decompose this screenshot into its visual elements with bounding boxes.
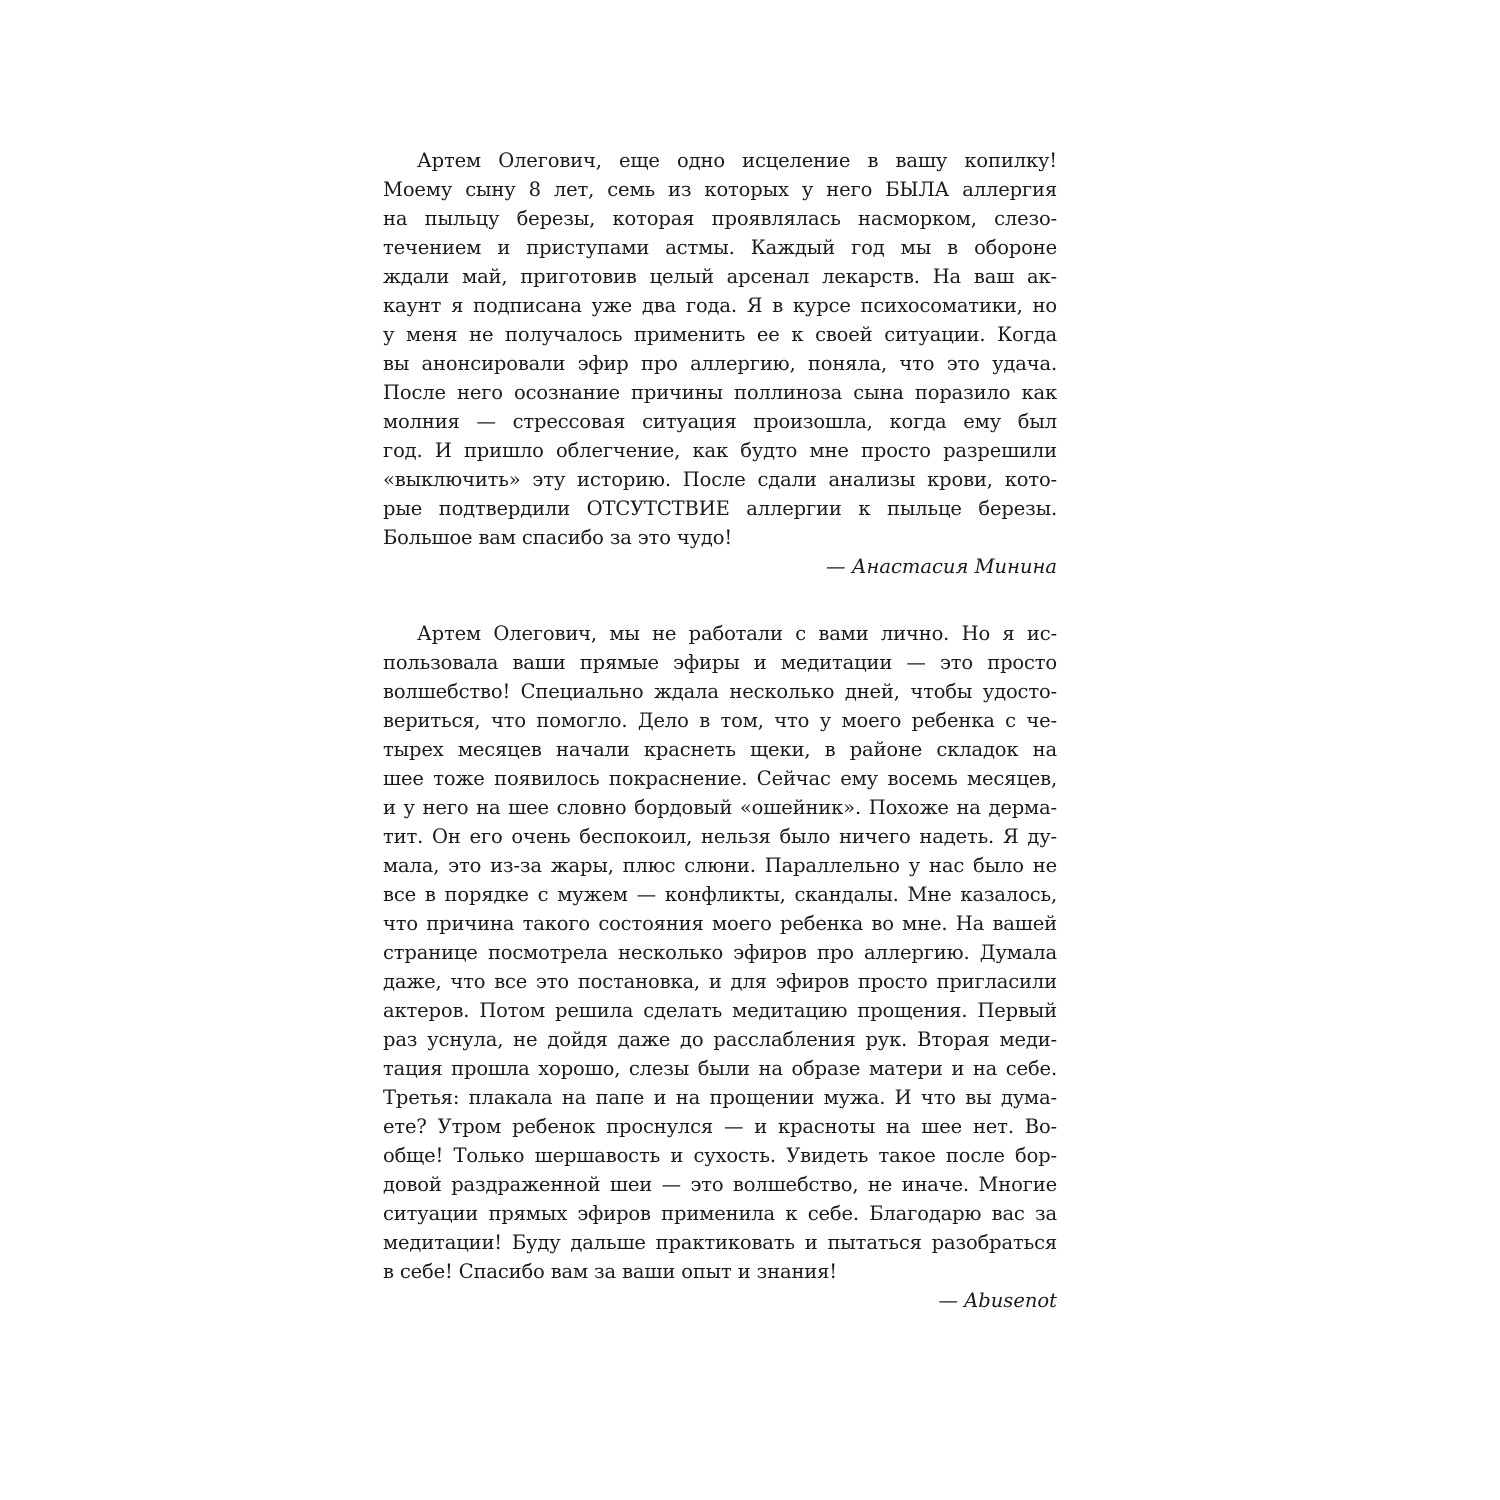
testimonial <box>383 619 1057 1315</box>
text-line: вериться, что помогло. Дело в том, что у моего ребенка с че- <box>383 709 1057 732</box>
text-line: Третья: плакала на папе и на прощении мужа. И что вы дума- <box>383 1086 1057 1109</box>
text-line: в себе! Спасибо вам за ваши опыт и знания! <box>383 1260 837 1283</box>
testimonial-separator <box>383 581 1057 619</box>
text-line: год. И пришло облегчение, как будто мне просто разрешили <box>383 439 1057 462</box>
text-line: довой раздраженной шеи — это волшебство, не иначе. Многие <box>383 1173 1057 1196</box>
text-line: тит. Он его очень беспокоил, нельзя было ничего надеть. Я ду- <box>383 825 1057 848</box>
text-line: у меня не получалось применить ее к своей ситуации. Когда <box>383 323 1057 346</box>
text-line: каунт я подписана уже два года. Я в курсе психосоматики, но <box>383 294 1057 317</box>
testimonial-signature: — Анастасия Минина <box>826 555 1057 578</box>
text-line: медитации! Буду дальше практиковать и пытаться разобраться <box>383 1231 1057 1254</box>
text-line: странице посмотрела несколько эфиров про аллергию. Думала <box>383 941 1057 964</box>
text-line: даже, что все это постановка, и для эфиров просто пригласили <box>383 970 1057 993</box>
text-line: ситуации прямых эфиров применила к себе. Благодарю вас за <box>383 1202 1057 1225</box>
text-line: Артем Олегович, еще одно исцеление в вашу копилку! <box>417 149 1057 172</box>
testimonial-signature: — Abusenot <box>938 1289 1057 1312</box>
text-line: тация прошла хорошо, слезы были на образе матери и на себе. <box>383 1057 1057 1080</box>
text-line: Артем Олегович, мы не работали с вами лично. Но я ис- <box>417 622 1057 645</box>
text-line: шее тоже появилось покраснение. Сейчас ему восемь месяцев, <box>383 767 1057 790</box>
text-line: течением и приступами астмы. Каждый год мы в обороне <box>383 236 1057 259</box>
text-line: молния — стрессовая ситуация произошла, когда ему был <box>383 410 1057 433</box>
text-line: все в порядке с мужем — конфликты, скандалы. Мне казалось, <box>383 883 1057 906</box>
text-line: волшебство! Специально ждала несколько дней, чтобы удосто- <box>383 680 1057 703</box>
text-line: Моему сыну 8 лет, семь из которых у него БЫЛА аллергия <box>383 178 1057 201</box>
text-line: ждали май, приготовив целый арсенал лекарств. На ваш ак- <box>383 265 1057 288</box>
text-line: обще! Только шершавость и сухость. Увидеть такое после бор- <box>383 1144 1057 1167</box>
text-line: рые подтвердили ОТСУТСТВИЕ аллергии к пыльце березы. <box>383 497 1057 520</box>
testimonial <box>383 146 1057 581</box>
text-line: вы анонсировали эфир про аллергию, поняла, что это удача. <box>383 352 1057 375</box>
text-line: на пыльцу березы, которая проявлялась насморком, слезо- <box>383 207 1057 230</box>
text-line: мала, это из-за жары, плюс слюни. Параллельно у нас было не <box>383 854 1057 877</box>
text-line: ете? Утром ребенок проснулся — и красноты на шее нет. Во- <box>383 1115 1057 1138</box>
text-line: После него осознание причины поллиноза сына поразило как <box>383 381 1057 404</box>
text-line: пользовала ваши прямые эфиры и медитации — это просто <box>383 651 1057 674</box>
text-line: Большое вам спасибо за это чудо! <box>383 526 733 549</box>
text-line: и у него на шее словно бордовый «ошейник». Похоже на дерма- <box>383 796 1057 819</box>
text-line: что причина такого состояния моего ребенка во мне. На вашей <box>383 912 1057 935</box>
text-line: раз уснула, не дойдя даже до расслабления рук. Вторая меди- <box>383 1028 1057 1051</box>
text-line: тырех месяцев начали краснеть щеки, в районе складок на <box>383 738 1057 761</box>
text-line: актеров. Потом решила сделать медитацию прощения. Первый <box>383 999 1057 1022</box>
text-line: «выключить» эту историю. После сдали анализы крови, кото- <box>383 468 1057 491</box>
text-column <box>383 146 1057 1315</box>
